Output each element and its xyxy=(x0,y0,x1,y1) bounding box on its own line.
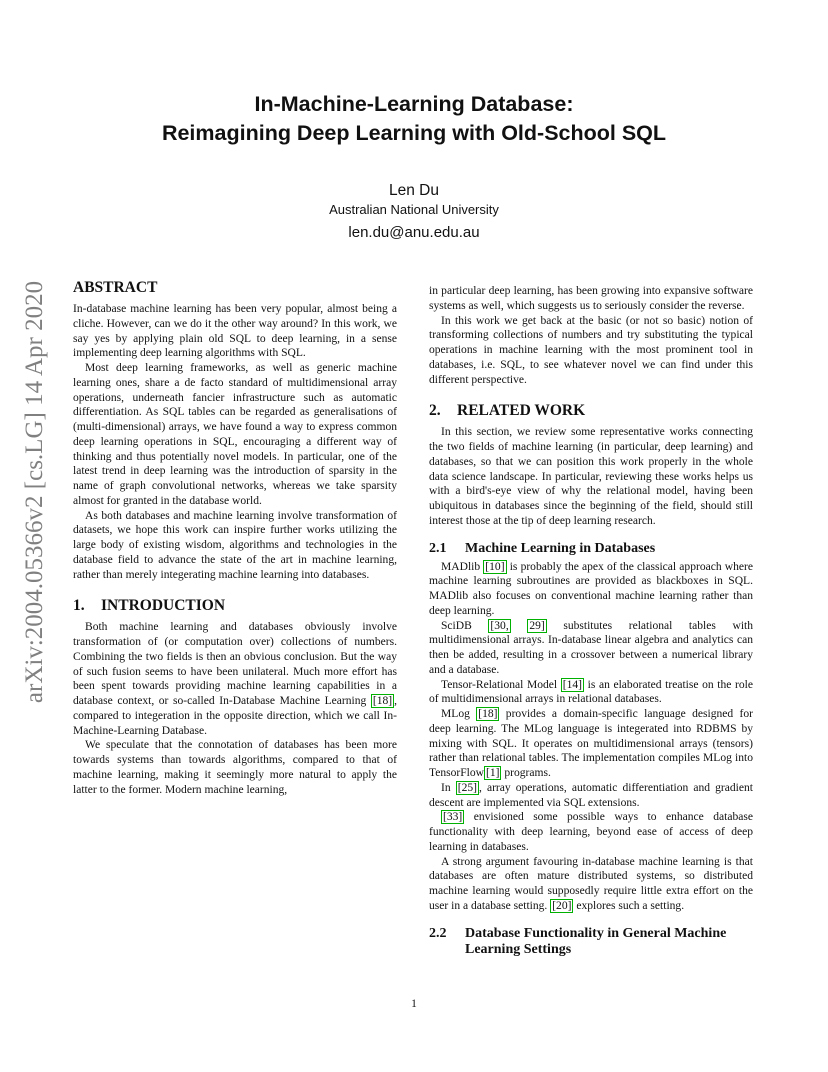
arxiv-side-label xyxy=(18,280,52,704)
page-number: 1 xyxy=(411,998,417,1010)
citation-link[interactable]: [33] xyxy=(443,811,463,824)
abstract-paragraph: Most deep learning frameworks, as well as generic machine learning ones, share a de facto standard of multidimensional array operations, underneath fancier infrastructure such as automatic differentiation. As SQL tables can be regarded as generalisations of (multi-dimensional) arrays, we have found a way to express common deep learning operations in SQL, encouraging a different way of thinking and thus potentially novel models. In particular, one of the latest trend in deep learning was the introduction of sparsity in the name of graph convolutional networks, whereas we take sparsity almost for granted in the database world. xyxy=(73,362,397,507)
body-paragraph: MADlib [10] is probably the apex of the classical approach where machine learning subroutines are provided as blackboxes in SQL. MADlib also focuses on conventional machine learning rather than deep learning. xyxy=(429,560,753,617)
subsection-heading-ml-in-databases xyxy=(429,541,753,557)
body-paragraph: [33] envisioned some possible ways to enhance database functionality with deep learning, beyond ease of access of deep learning in databases. xyxy=(429,811,753,853)
arxiv-identifier: arXiv:2004.05366v2 [cs.LG] 14 Apr 2020 xyxy=(21,280,48,704)
paper-title xyxy=(0,90,828,148)
body-paragraph: We speculate that the connotation of databases has been more towards systems than towards algorithms, compared to that of machine learning, making it seemingly more natural to apply the latter to the former. Modern machine learning, xyxy=(73,739,397,796)
title-line-1: In-Machine-Learning Database: xyxy=(254,92,574,116)
citation-link[interactable]: 29] xyxy=(529,619,545,632)
section-number: 2. xyxy=(429,402,441,420)
section-title: INTRODUCTION xyxy=(101,597,226,615)
abstract-paragraph: In-database machine learning has been very popular, almost being a cliche. However, can we do it the other way around? In this work, we say yes by applying plain old SQL to deep learning, in a sense implementing deep learning algorithms with SQL. xyxy=(73,303,397,360)
subsection-number: 2.1 xyxy=(429,540,447,556)
body-paragraph: In [25] , array operations, automatic differentiation and gradient descent are implemented via SQL extensions. xyxy=(429,781,753,809)
citation-link[interactable]: [18] xyxy=(372,695,393,707)
body-paragraph: A strong argument favouring in-database machine learning is that databases are often mature distributed systems, so distributed machine learning would supposedly require little extra effort on the user in a database setting. [20] explores such a setting. xyxy=(429,855,753,912)
body-paragraph: In this section, we review some representative works connecting the two fields of machine learning (in particular, deep learning) and databases, so that we can position this work properly in the whole data science landscape. In particular, reviewing these works helps us with a bird's-eye view of why the relational model, having been ubiquitous in databases since the beginning of the field, should still interest those at the tip of deep learning research. xyxy=(429,426,753,527)
section-number: 1. xyxy=(73,597,85,615)
body-paragraph: in particular deep learning, has been growing into expansive software systems as well, which suggests us to seriously consider the reverse. xyxy=(429,285,753,312)
abstract-heading: ABSTRACT xyxy=(73,279,158,296)
body-paragraph: Tensor-Relational Model [14] is an elaborated treatise on the role of multidimensional arrays in relational databases. xyxy=(429,678,753,706)
left-column xyxy=(73,278,397,797)
author-block xyxy=(0,181,828,243)
citation-link[interactable]: [18] xyxy=(478,708,498,720)
abstract-paragraph: As both databases and machine learning involve transformation of datasets, we hope this work can inspire further works utilizing the large body of existing wisdom, algorithms and technologies in the database field to advance the state of the art in machine learning, rather than merely integerating machine learning into databases. xyxy=(73,509,397,581)
author-email: len.du@anu.edu.au xyxy=(348,224,480,241)
author-affiliation: Australian National University xyxy=(329,202,499,217)
citation-link[interactable]: [10] xyxy=(485,560,505,573)
body-paragraph: SciDB [30, 29] substitutes relational tables with multidimensional arrays. In-database linear algebra and analytics can then be added, resulting in a crossover between a numerical library and a database. xyxy=(429,619,754,676)
subsection-title: Machine Learning in Databases xyxy=(465,540,656,556)
citation-link[interactable]: [14] xyxy=(562,678,582,691)
author-name: Len Du xyxy=(389,182,439,199)
subsection-number: 2.2 xyxy=(429,925,447,941)
section-title: RELATED WORK xyxy=(457,402,586,420)
subsection-title: Database Functionality in General Machine Learning Settings xyxy=(465,925,727,957)
section-heading-related-work xyxy=(429,401,753,420)
body-paragraph: In this work we get back at the basic (or not so basic) notion of transforming collections of numbers and try substituting the typical operations in machine learning with the most prominent tool in databases, i.e. SQL, to see whatever novel we can find under this different perspective. xyxy=(429,314,753,386)
body-paragraph: Both machine learning and databases obviously involve transformation of (or computation over) collections of numbers. Combining the two fields is then an obvious conclusion. But the way of such fusion seems to have been unilateral. Much more effort has been spent towards providing machine learning capabilities in a database context, or so-called In-Database Machine Learning [18] , compared to integeration in the opposite direction, which we call In-Machine-Learning Database. xyxy=(73,621,397,737)
citation-link[interactable]: [20] xyxy=(552,899,572,912)
subsection-heading-db-functionality xyxy=(429,926,753,958)
section-heading-introduction xyxy=(73,596,397,615)
citation-link[interactable]: [25] xyxy=(457,781,477,794)
title-line-2: Reimagining Deep Learning with Old-School SQL xyxy=(161,121,667,145)
right-column xyxy=(429,284,753,961)
body-paragraph: MLog [18] provides a domain-specific language designed for deep learning. The MLog language is integerated into RDBMS by mixing with SQL. It operates on multidimensional arrays (tensors) rather than relational tables. The implementation compiles MLog into TensorFlow [1] programs. xyxy=(429,708,753,779)
citation-link[interactable]: [1] xyxy=(486,767,500,779)
citation-link[interactable]: [30, xyxy=(490,619,509,632)
